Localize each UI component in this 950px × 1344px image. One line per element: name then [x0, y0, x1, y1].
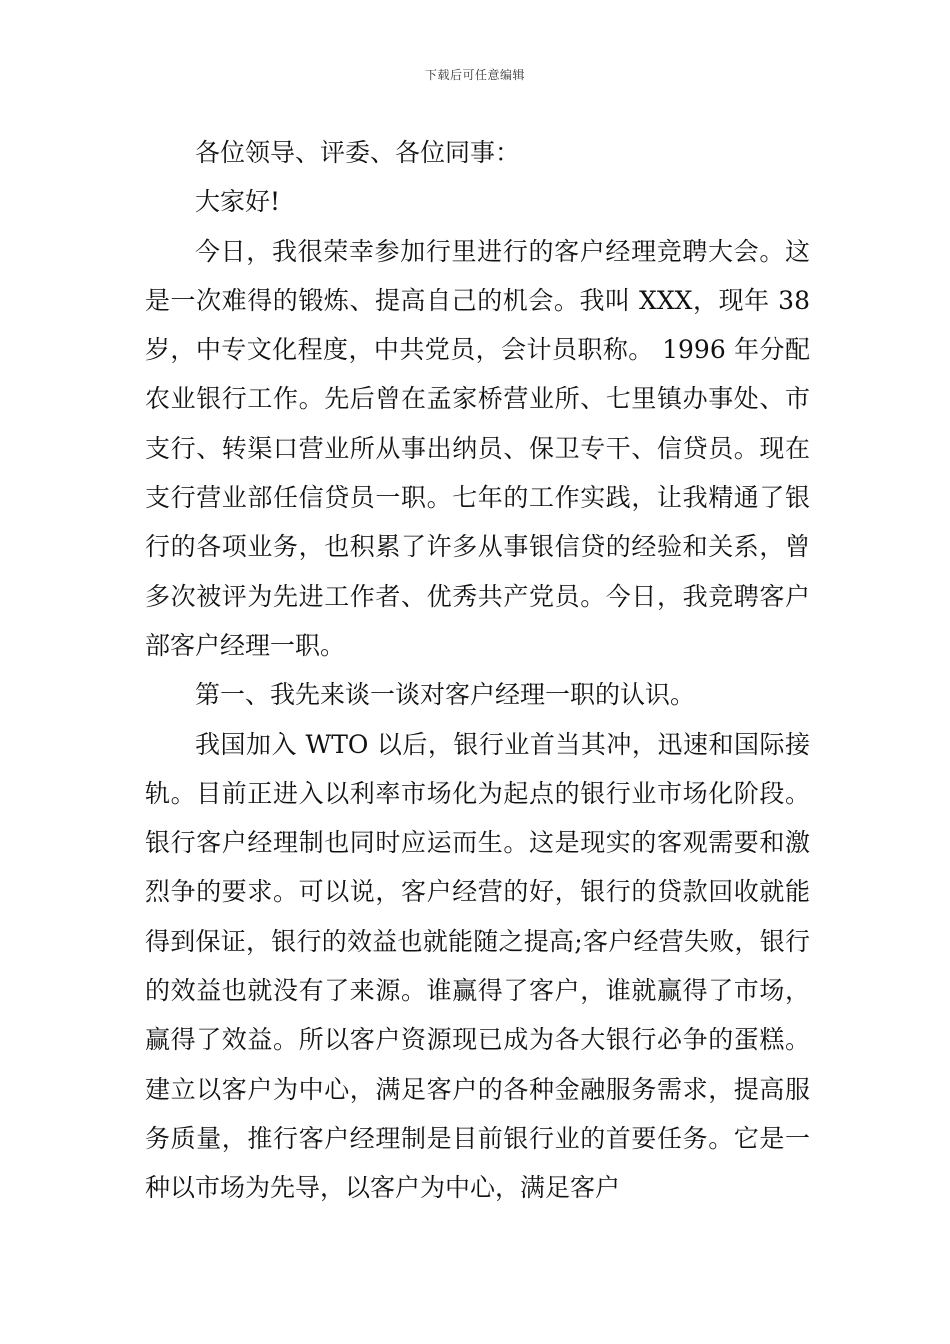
paragraph-section-one-heading: 第一、我先来谈一谈对客户经理一职的认识。 — [195, 680, 696, 710]
paragraph-wto-context: 我国加入 WTO 以后，银行业首当其冲，迅速和国际接轨。目前正进入以利率市场化为起点的银行业市场化阶段。银行客户经理制也同时应运而生。这是现实的客观需要和激烈争的要求。可以说，客户经营的好，银行的贷款回收就能得到保证，银行的效益也就能随之提高;客户经营失败，银行的效益也就没有了来源。谁赢得了客户，谁就赢得了市场，赢得了效益。所以客户资源现已成为各大银行必争的蛋糕。建立以客户为中心，满足客户的各种金融服务需求，提高服务质量，推行客户经理制是目前银行业的首要任务。它是一种以市场为先导，以客户为中心，满足客户 — [145, 729, 810, 1203]
paragraph-introduction: 今日，我很荣幸参加行里进行的客户经理竞聘大会。这是一次难得的锻炼、提高自己的机会。我叫 XXX，现年 38岁，中专文化程度，中共党员，会计员职称。 1996 年分配农业银行工作。先后曾在孟家桥营业所、七里镇办事处、市支行、转渠口营业所从事出纳员、保卫专干、信贷员。现在支行营业部任信贷员一职。七年的工作实践，让我精通了银行的各项业务，也积累了许多从事银信贷的经验和关系，曾多次被评为先进工作者、优秀共产党员。今日，我竞聘客户部客户经理一职。 — [145, 236, 810, 660]
salutation: 各位领导、评委、各位同事： — [195, 138, 521, 167]
document-body — [145, 128, 810, 1213]
greeting: 大家好! — [195, 187, 281, 217]
header-note: 下载后可任意编辑 — [424, 68, 525, 82]
